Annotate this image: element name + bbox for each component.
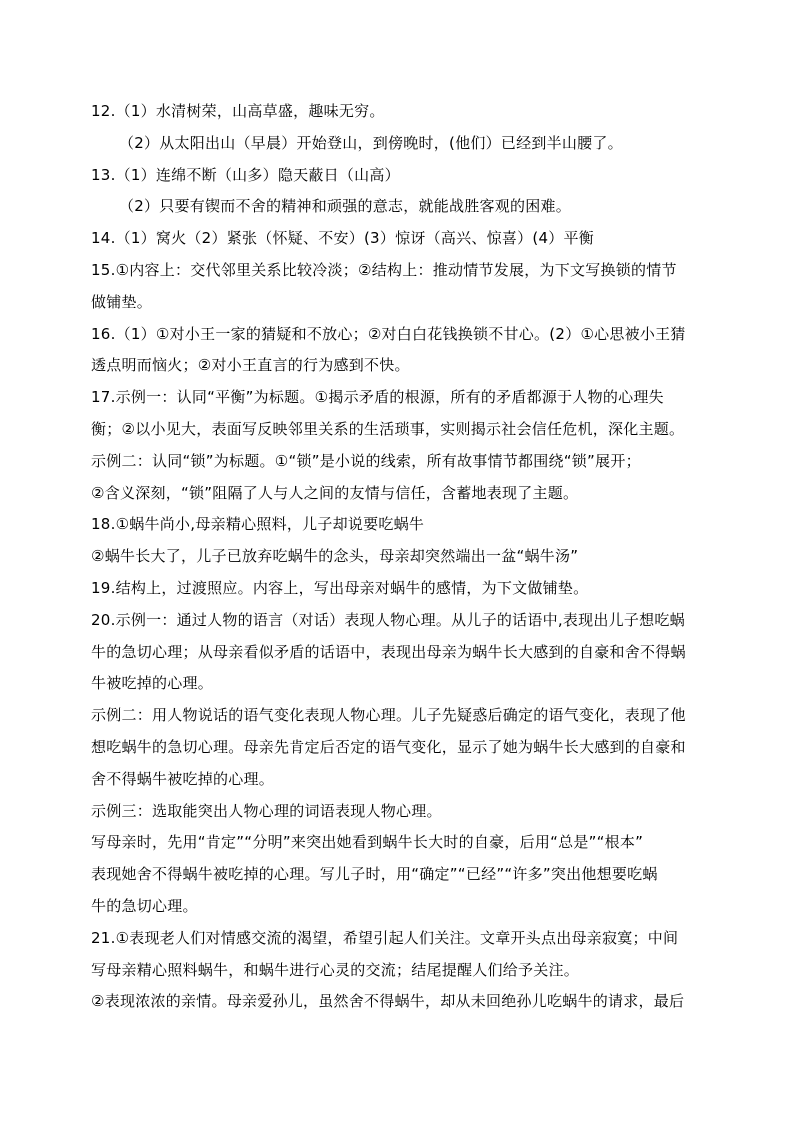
answer-line-q20-ex3-cont: 写母亲时，先用“肯定”“分明”来突出她看到蜗牛长大时的自豪，后用“总是”“根本” xyxy=(91,833,644,852)
answer-line-q21-2: ②表现浓浓的亲情。母亲爱孙儿，虽然舍不得蜗牛，却从未回绝孙儿吃蜗牛的请求，最后 xyxy=(91,992,685,1011)
answer-line-q12-1: 12.（1）水清树荣，山高草盛，趣味无穷。 xyxy=(91,102,385,120)
answer-line-q17-ex1: 17.示例一：认同“平衡”为标题。①揭示矛盾的根源，所有的矛盾都源于人物的心理失 xyxy=(91,388,664,407)
answer-line-q17-ex1-cont: 衡；②以小见大，表面写反映邻里关系的生活琐事，实则揭示社会信任危机，深化主题。 xyxy=(91,419,685,438)
answer-line-q18-1: 18.①蜗牛尚小,母亲精心照料，儿子却说要吃蜗牛 xyxy=(91,515,425,534)
answer-line-q21-1-cont: 写母亲精心照料蜗牛，和蜗牛进行心灵的交流；结尾提醒人们给予关注。 xyxy=(91,960,580,979)
answer-line-q14: 14.（1）窝火（2）紧张（怀疑、不安）(3）惊讶（高兴、惊喜）(4）平衡 xyxy=(91,229,594,248)
answer-line-q15-cont: 做铺垫。 xyxy=(91,292,153,311)
answer-line-q21-1: 21.①表现老人们对情感交流的渴望，希望引起人们关注。文章开头点出母亲寂寞；中间 xyxy=(91,928,679,947)
answer-line-q13-1: 13.（1）连绵不断（山多）隐天蔽日（山高） xyxy=(91,165,400,184)
answer-line-q19: 19.结构上，过渡照应。内容上，写出母亲对蜗牛的感情，为下文做铺垫。 xyxy=(91,578,589,597)
answer-line-q17-ex2-cont: ②含义深刻，“锁”阻隔了人与人之间的友情与信任，含蓄地表现了主题。 xyxy=(91,483,579,502)
answer-line-q20-ex3-cont2: 表现她舍不得蜗牛被吃掉的心理。写儿子时，用“确定”“已经”“许多”突出他想要吃蜗 xyxy=(91,865,658,884)
answer-line-q20-ex1-end: 牛被吃掉的心理。 xyxy=(91,674,214,693)
answer-line-q16: 16.（1）①对小王一家的猜疑和不放心；②对白白花钱换锁不甘心。(2）①心思被小王猜 xyxy=(91,324,686,343)
answer-line-q12-2: （2）从太阳出山（早晨）开始登山，到傍晚时，(他们）已经到半山腰了。 xyxy=(119,133,623,152)
answer-line-q18-2: ②蜗牛长大了，儿子已放弃吃蜗牛的念头，母亲却突然端出一盆“蜗牛汤” xyxy=(91,547,579,566)
answer-line-q20-ex2-end: 舍不得蜗牛被吃掉的心理。 xyxy=(91,769,275,788)
answer-line-q20-ex3: 示例三：选取能突出人物心理的词语表现人物心理。 xyxy=(91,801,442,820)
answer-line-q20-ex3-end: 牛的急切心理。 xyxy=(91,896,198,915)
answer-line-q20-ex2-cont: 想吃蜗牛的急切心理。母亲先肯定后否定的语气变化，显示了她为蜗牛长大感到的自豪和 xyxy=(91,737,686,756)
answer-line-q13-2: （2）只要有锲而不舍的精神和顽强的意志，就能战胜客观的困难。 xyxy=(119,197,572,216)
answer-line-q20-ex1-cont: 牛的急切心理；从母亲看似矛盾的话语中，表现出母亲为蜗牛长大感到的自豪和舍不得蜗 xyxy=(91,642,686,661)
answer-line-q20-ex2: 示例二：用人物说话的语气变化表现人物心理。儿子先疑惑后确定的语气变化，表现了他 xyxy=(91,706,686,725)
answer-line-q17-ex2: 示例二：认同“锁”为标题。①“锁”是小说的线索，所有故事情节都围绕“锁”展开； xyxy=(91,451,641,470)
answer-line-q16-cont: 透点明而恼火；②对小王直言的行为感到不快。 xyxy=(91,356,410,375)
answer-text-block xyxy=(91,96,751,1018)
answer-line-q20-ex1: 20.示例一：通过人物的语言（对话）表现人物心理。从儿子的话语中,表现出儿子想吃蜗 xyxy=(91,610,685,629)
answer-line-q15: 15.①内容上：交代邻里关系比较冷淡；②结构上：推动情节发展，为下文写换锁的情节 xyxy=(91,260,677,279)
